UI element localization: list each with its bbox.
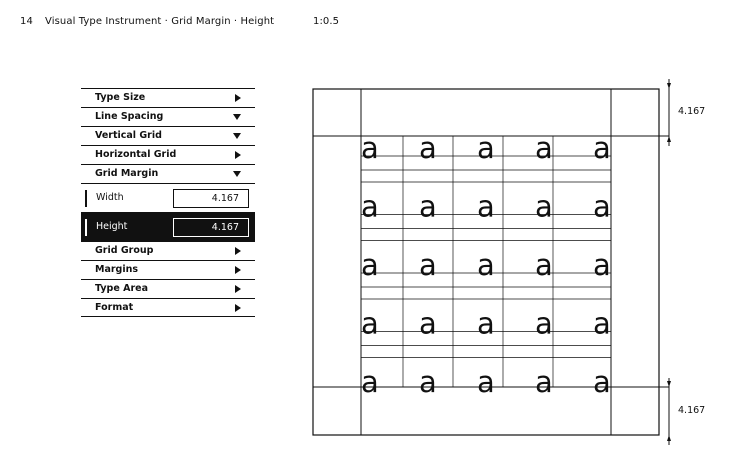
width-value-field[interactable]: 4.167 — [173, 189, 249, 208]
height-label: Height — [96, 221, 128, 232]
page-title: Visual Type Instrument · Grid Margin · Height — [45, 16, 275, 27]
glyph-sample: a — [419, 189, 437, 224]
width-label: Width — [96, 192, 124, 203]
glyph-sample: a — [593, 189, 611, 224]
glyph-sample: a — [477, 306, 495, 341]
menu-item-label: Line Spacing — [95, 111, 164, 122]
arrow-up-icon — [667, 136, 671, 142]
page-number: 14 — [20, 16, 33, 27]
glyph-sample: a — [477, 131, 495, 165]
scale-label: 1:0.5 — [313, 16, 340, 27]
glyph-sample: a — [535, 189, 553, 224]
height-value-field[interactable]: 4.167 — [173, 218, 249, 237]
glyph-sample: a — [593, 131, 611, 165]
glyph-sample: a — [593, 248, 611, 282]
glyph-sample: a — [535, 131, 553, 165]
glyph-sample: a — [477, 248, 495, 282]
arrow-down-icon — [667, 381, 671, 387]
arrow-up-icon — [667, 435, 671, 441]
menu-item-label: Type Area — [95, 283, 148, 294]
glyph-sample: a — [477, 189, 495, 224]
menu-item-label: Grid Group — [95, 245, 154, 256]
glyph-sample: a — [477, 365, 495, 399]
glyph-sample: a — [593, 306, 611, 341]
glyph-sample: a — [361, 189, 379, 224]
glyph-sample: a — [419, 365, 437, 399]
glyph-sample: a — [535, 306, 553, 341]
menu-item-label: Format — [95, 302, 134, 313]
glyph-sample: a — [361, 248, 379, 282]
glyph-sample: a — [361, 131, 379, 165]
glyph-sample: a — [593, 365, 611, 399]
menu-item-label: Type Size — [95, 92, 146, 103]
top-margin-dimension: 4.167 — [678, 106, 706, 117]
menu-item-label: Horizontal Grid — [95, 149, 177, 160]
arrow-down-icon — [667, 83, 671, 89]
glyph-sample: a — [535, 365, 553, 399]
menu-item-label: Grid Margin — [95, 168, 159, 179]
glyph-sample: a — [535, 248, 553, 282]
glyph-sample: a — [361, 306, 379, 341]
glyph-sample: a — [419, 306, 437, 341]
menu-item-label: Vertical Grid — [95, 130, 162, 141]
glyph-sample: a — [419, 248, 437, 282]
bottom-margin-dimension: 4.167 — [678, 405, 706, 416]
menu-item-label: Margins — [95, 264, 139, 275]
glyph-sample: a — [361, 365, 379, 399]
glyph-sample: a — [419, 131, 437, 165]
